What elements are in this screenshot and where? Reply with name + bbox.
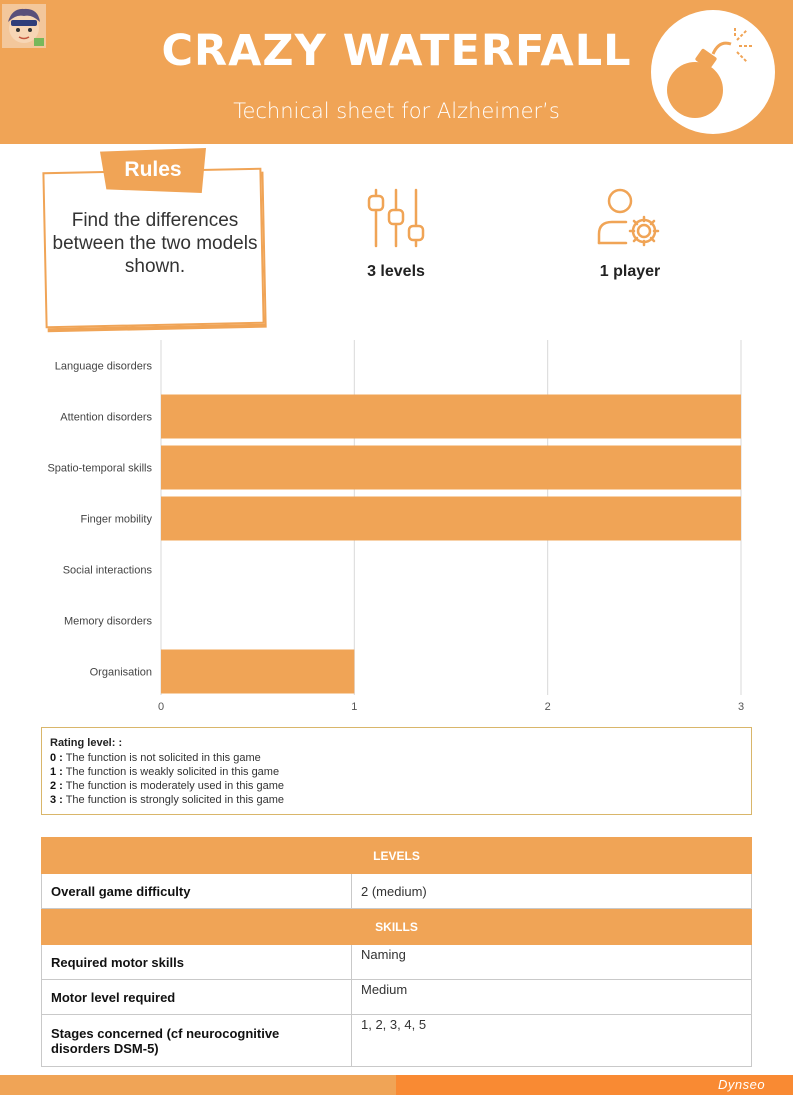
legend-item: 1 : The function is weakly solicited in this game <box>50 766 280 778</box>
legend-item: 3 : The function is strongly solicited in this game <box>50 794 284 806</box>
motor-skills-value: Naming <box>352 945 752 980</box>
legend-item: 2 : The function is moderately used in this game <box>50 780 284 792</box>
bar <box>161 497 741 541</box>
difficulty-label: Overall game difficulty <box>42 874 352 909</box>
bar <box>161 395 741 439</box>
sliders-icon <box>362 186 430 250</box>
motor-level-value: Medium <box>352 980 752 1015</box>
bomb-icon <box>651 10 775 134</box>
levels-count: 3 levels <box>367 263 425 280</box>
y-category-label: Finger mobility <box>80 513 152 526</box>
specs-table <box>41 837 752 1067</box>
bar <box>161 650 354 694</box>
stages-value: 1, 2, 3, 4, 5 <box>352 1015 752 1067</box>
y-category-label: Attention disorders <box>60 411 152 424</box>
y-category-label: Memory disorders <box>63 615 152 628</box>
rules-tab-label: Rules <box>124 158 182 181</box>
bomb-badge <box>651 10 775 134</box>
table-row <box>42 980 752 1015</box>
x-tick-label: 0 <box>157 701 165 713</box>
legend-title: Rating level: : <box>50 737 123 749</box>
table-row <box>42 1015 752 1067</box>
rules-text: Find the differences between the two models shown. <box>52 210 258 277</box>
levels-section-header: LEVELS <box>42 838 752 874</box>
bar <box>161 446 741 490</box>
table-row <box>42 945 752 980</box>
table-row <box>42 874 752 909</box>
y-category-label: Language disorders <box>54 360 152 373</box>
x-tick-label: 1 <box>351 701 358 713</box>
y-category-label: Social interactions <box>62 564 152 577</box>
motor-level-label: Motor level required <box>42 980 352 1015</box>
rating-legend <box>41 727 752 815</box>
footer-brand-logo: Dynseo <box>718 1077 766 1092</box>
stages-label: Stages concerned (cf neurocognitive disorders DSM-5) <box>42 1015 352 1067</box>
legend-item: 0 : The function is not solicited in this game <box>50 752 261 764</box>
difficulty-value: 2 (medium) <box>352 874 752 909</box>
x-tick-label: 2 <box>544 701 551 713</box>
page-subtitle: Technical sheet for Alzheimer’s <box>233 99 560 123</box>
page-title: CRAZY WATERFALL <box>161 26 632 76</box>
y-category-label: Organisation <box>89 666 152 679</box>
x-tick-label: 3 <box>737 701 745 713</box>
players-count: 1 player <box>599 263 661 280</box>
user-settings-icon <box>596 186 664 250</box>
skills-bar-chart <box>0 330 793 720</box>
y-category-label: Spatio-temporal skills <box>47 462 152 475</box>
footer-bar-left <box>0 1075 396 1095</box>
skills-section-header: SKILLS <box>42 909 752 945</box>
motor-skills-label: Required motor skills <box>42 945 352 980</box>
